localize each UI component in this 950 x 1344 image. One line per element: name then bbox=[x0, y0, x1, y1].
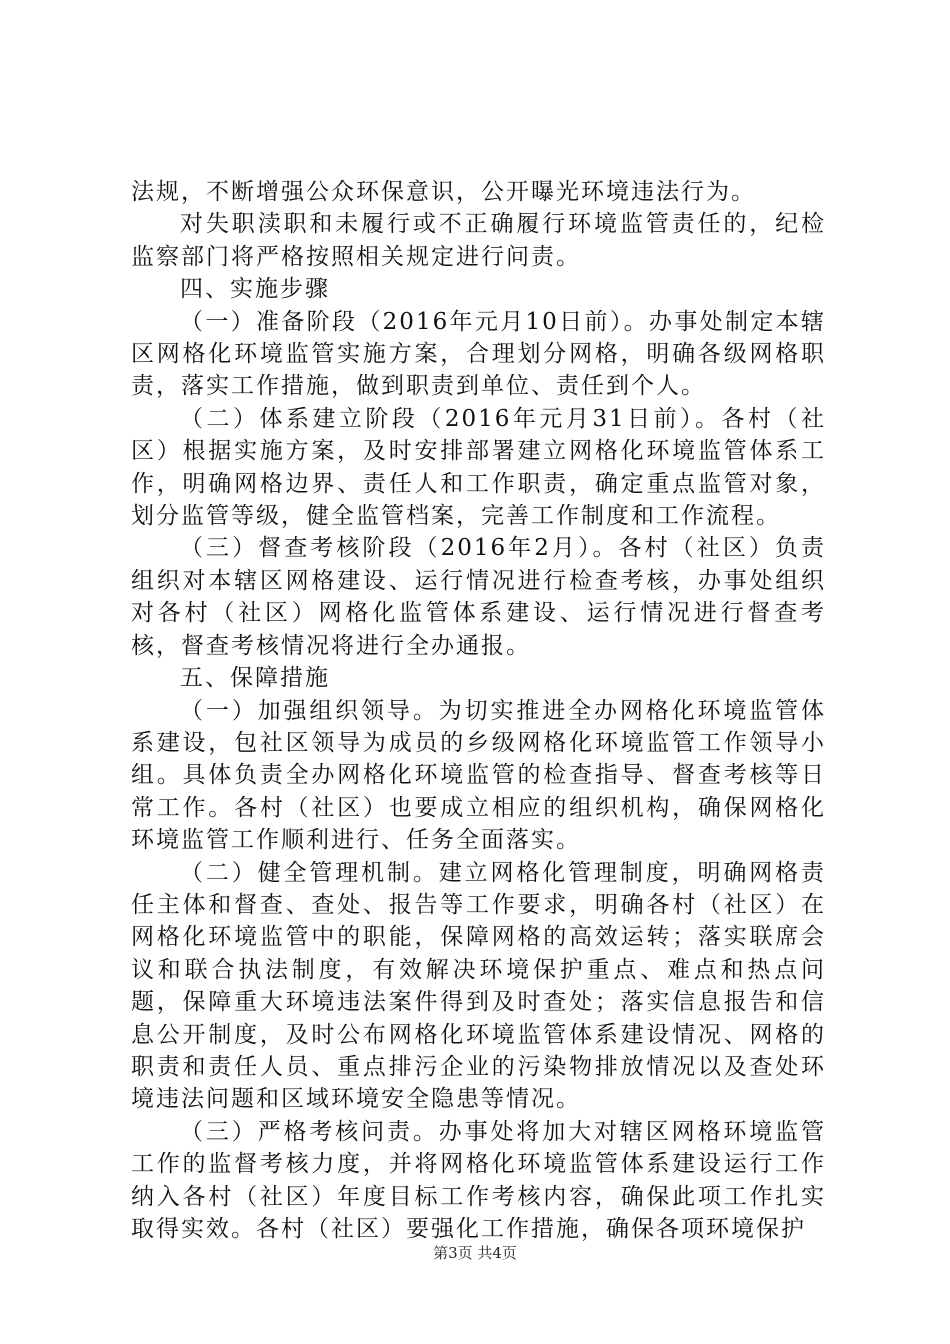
paragraph-preparation-stage: （一）准备阶段（2016年元月10日前）。办事处制定本辖区网格化环境监管实施方案，合理划分网格，明确各级网格职责，落实工作措施，做到职责到单位、责任到个人。 bbox=[131, 308, 826, 400]
section-heading-implementation-steps: 四、实施步骤 bbox=[180, 276, 330, 303]
paragraph-assessment-accountability: （三）严格考核问责。办事处将加大对辖区网格环境监管工作的监督考核力度，并将网格化环境监管体系建设运行工作纳入各村（社区）年度目标工作考核内容，确保此项工作扎实取得实效。各村（社区）要强化工作措施，确保各项环境保护 bbox=[131, 1118, 826, 1242]
paragraph-inspection-stage: （三）督查考核阶段（2016年2月）。各村（社区）负责组织对本辖区网格建设、运行情况进行检查考核，办事处组织对各村（社区）网格化监管体系建设、运行情况进行督查考核，督查考核情况将进行全办通报。 bbox=[131, 535, 826, 659]
section-heading-safeguards: 五、保障措施 bbox=[180, 665, 330, 692]
paragraph-system-building-stage: （二）体系建立阶段（2016年元月31日前）。各村（社区）根据实施方案，及时安排部署建立网格化环境监管体系工作，明确网格边界、责任人和工作职责，确定重点监管对象，划分监管等级，健全监管档案，完善工作制度和工作流程。 bbox=[131, 405, 826, 530]
paragraph-management-mechanism: （二）健全管理机制。建立网格化管理制度，明确网格责任主体和督查、查处、报告等工作要求，明确各村（社区）在网格化环境监管中的职能，保障网格的高效运转；落实联席会议和联合执法制度，有效解决环境保护重点、难点和热点问题，保障重大环境违法案件得到及时查处；落实信息报告和信息公开制度，及时公布网格化环境监管体系建设情况、网格的职责和责任人员、重点排污企业的污染物排放情况以及查处环境违法问题和区域环境安全隐患等情况。 bbox=[131, 859, 826, 1113]
paragraph-continuation: 法规，不断增强公众环保意识，公开曝光环境违法行为。 bbox=[131, 179, 756, 205]
document-body bbox=[131, 176, 826, 1245]
page-number-footer: 第3页 共4页 bbox=[433, 1244, 517, 1262]
paragraph-accountability: 对失职渎职和未履行或不正确履行环境监管责任的，纪检监察部门将严格按照相关规定进行问责。 bbox=[131, 211, 826, 270]
paragraph-organization-leadership: （一）加强组织领导。为切实推进全办网格化环境监管体系建设，包社区领导为成员的乡级网格化环境监管工作领导小组。具体负责全办网格化环境监管的检查指导、督查考核等日常工作。各村（社区）也要成立相应的组织机构，确保网格化环境监管工作顺利进行、任务全面落实。 bbox=[131, 697, 826, 854]
